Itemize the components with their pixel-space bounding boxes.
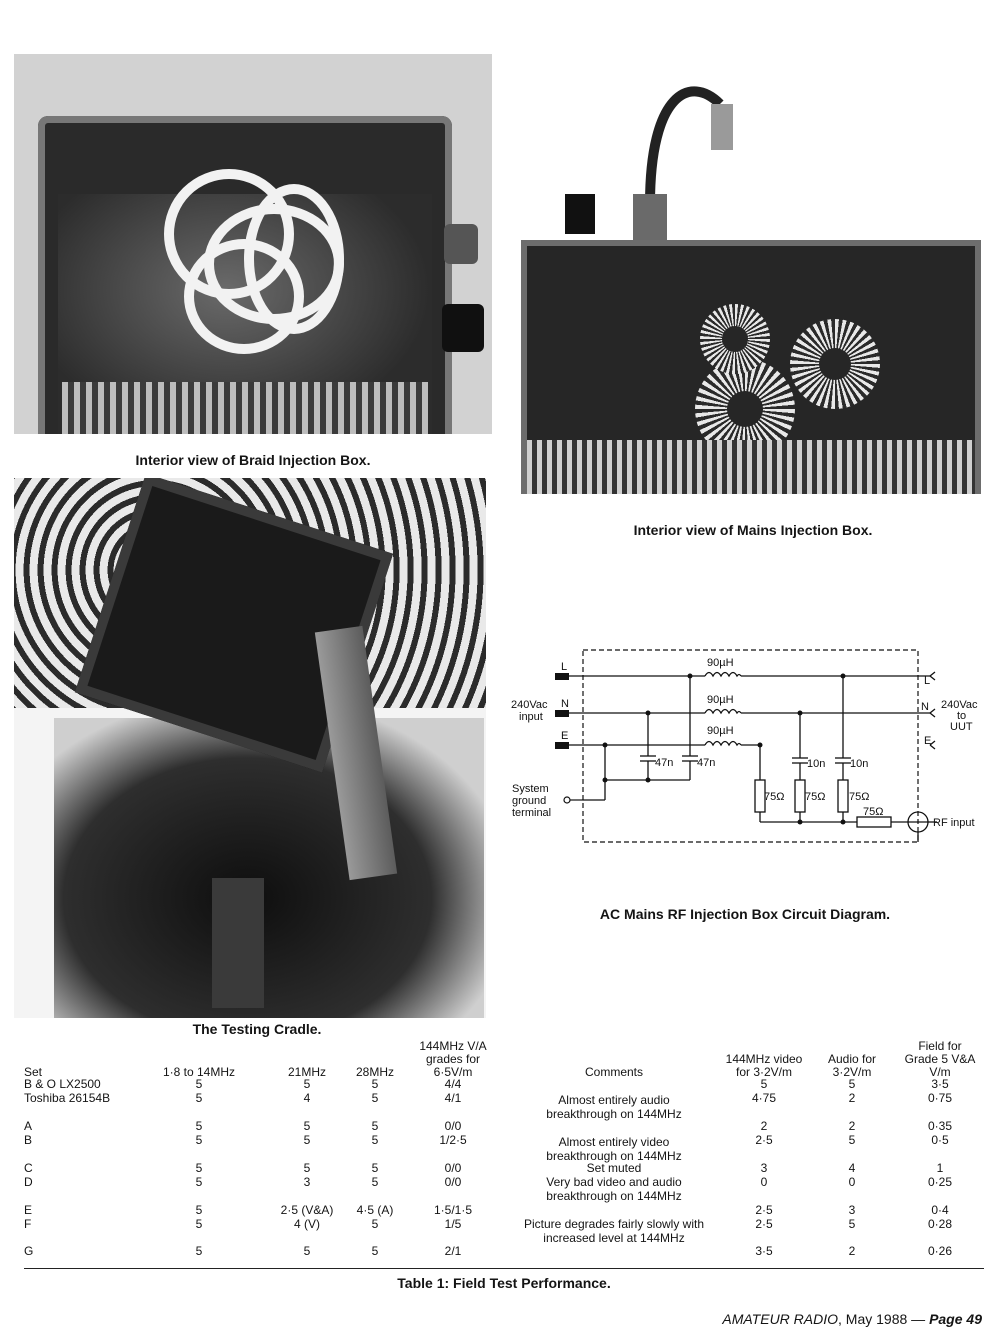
label-inductor-E: 90µH (707, 725, 734, 737)
cell-field: 0·5 (931, 1133, 949, 1147)
cell-band-2: 5 (303, 1077, 311, 1091)
cell-audio: 5 (848, 1217, 856, 1231)
cradle-floor-shadow (54, 718, 484, 1018)
footer-date: , May 1988 — (838, 1311, 930, 1327)
cell-band-1: 5 (195, 1077, 203, 1091)
cell-comment-line2: breakthrough on 144MHz (546, 1189, 682, 1203)
cell-video: 2 (760, 1119, 768, 1133)
cell-video: 2·5 (755, 1217, 773, 1231)
cell-video: 4·75 (751, 1091, 777, 1105)
header-field-line3: V/m (929, 1065, 951, 1079)
cell-band-3: 5 (371, 1077, 379, 1091)
cell-band-2: 5 (303, 1119, 311, 1133)
label-res-75-series: 75Ω (863, 806, 884, 818)
cell-band-2: 5 (303, 1161, 311, 1175)
cell-audio: 2 (848, 1119, 856, 1133)
cell-band-2: 5 (303, 1133, 311, 1147)
cell-band-4: 0/0 (444, 1175, 462, 1189)
cell-band-3: 5 (371, 1119, 379, 1133)
header-band-4-line3: 6·5V/m (433, 1065, 473, 1079)
toroid-core (727, 391, 763, 427)
cell-set: B & O LX2500 (24, 1077, 101, 1091)
cell-band-4: 0/0 (444, 1161, 462, 1175)
toroid-core (722, 326, 748, 352)
cell-set: B (24, 1133, 33, 1147)
cell-band-1: 5 (195, 1119, 203, 1133)
cell-field: 0·4 (931, 1203, 949, 1217)
cell-audio: 5 (848, 1077, 856, 1091)
cradle-base-plank (212, 878, 264, 1008)
header-band-2: 21MHz (287, 1065, 326, 1079)
cell-field: 0·26 (927, 1244, 953, 1258)
cell-comment-line1: Almost entirely audio (558, 1093, 670, 1107)
label-output-line1: 240Vac (941, 699, 978, 711)
cell-set: G (24, 1244, 34, 1258)
cell-band-2: 4 (V) (293, 1217, 320, 1231)
cell-video: 5 (760, 1077, 768, 1091)
cell-comment-line2: breakthrough on 144MHz (546, 1149, 682, 1163)
caption-circuit-diagram: AC Mains RF Injection Box Circuit Diagram. (599, 906, 891, 922)
label-ground-line1: System (512, 783, 549, 795)
header-video-line2: for 3·2V/m (735, 1065, 792, 1079)
cell-band-2: 5 (303, 1244, 311, 1258)
cell-audio: 2 (848, 1091, 856, 1105)
label-rf-input: RF input (933, 817, 975, 829)
terminal-E-in (555, 742, 569, 749)
cell-band-2: 3 (303, 1175, 311, 1189)
label-ground-line2: ground (512, 795, 547, 807)
cell-band-3: 5 (371, 1175, 379, 1189)
label-E-out: E (924, 735, 932, 747)
cell-comment-line2: breakthrough on 144MHz (546, 1107, 682, 1121)
cell-field: 0·28 (927, 1217, 953, 1231)
rf-injection-circuit-diagram (505, 640, 995, 860)
cell-audio: 3 (848, 1203, 856, 1217)
cell-audio: 2 (848, 1244, 856, 1258)
cell-band-4: 0/0 (444, 1119, 462, 1133)
braid-injection-box-photo (14, 54, 492, 434)
cell-band-3: 5 (371, 1161, 379, 1175)
cell-band-4: 4/1 (444, 1091, 462, 1105)
cell-band-2: 2·5 (V&A) (280, 1203, 334, 1217)
braid-box-heatsink-fins (62, 382, 428, 434)
cell-set: E (24, 1203, 33, 1217)
label-input-line2: input (519, 711, 543, 723)
cell-band-3: 4·5 (A) (356, 1203, 394, 1217)
header-audio-line2: 3·2V/m (832, 1065, 872, 1079)
header-field-line1: Field for (918, 1039, 962, 1053)
cell-set: C (24, 1161, 33, 1175)
label-res-75-b: 75Ω (805, 791, 826, 803)
footer-page-number: Page 49 (929, 1311, 982, 1327)
caption-braid-box: Interior view of Braid Injection Box. (135, 452, 371, 468)
cell-field: 1 (936, 1161, 944, 1175)
cell-band-4: 1/2·5 (439, 1133, 467, 1147)
cell-comment-line1: Almost entirely video (558, 1135, 670, 1149)
cell-band-3: 5 (371, 1133, 379, 1147)
label-N: N (561, 698, 569, 710)
cell-band-4: 1·5/1·5 (433, 1203, 473, 1217)
cell-video: 3 (760, 1161, 768, 1175)
footer-magazine: AMATEUR RADIO (722, 1311, 839, 1327)
label-output-line2: to (957, 710, 967, 722)
cell-set: F (24, 1217, 32, 1231)
label-inductor-L: 90µH (707, 657, 734, 669)
cell-field: 3·5 (931, 1077, 949, 1091)
caption-table: Table 1: Field Test Performance. (397, 1275, 611, 1291)
cell-comment-line1: Picture degrades fairly slowly with (523, 1217, 705, 1231)
cell-comment-line2: increased level at 144MHz (543, 1231, 685, 1245)
header-band-3: 28MHz (355, 1065, 394, 1079)
cell-comment-line1: Set muted (586, 1161, 642, 1175)
label-output-line3: UUT (950, 721, 973, 733)
label-input-line1: 240Vac (511, 699, 548, 711)
cell-audio: 0 (848, 1175, 856, 1189)
cell-audio: 4 (848, 1161, 856, 1175)
label-L: L (561, 661, 568, 673)
label-res-75-a: 75Ω (764, 791, 785, 803)
braid-box-knob (442, 304, 484, 352)
cell-band-3: 5 (371, 1244, 379, 1258)
mains-box-heatsink-fins (527, 440, 975, 494)
cell-audio: 5 (848, 1133, 856, 1147)
header-band-4-line1: 144MHz V/A (419, 1039, 487, 1053)
terminal-N-in (555, 710, 569, 717)
page-footer (722, 1311, 982, 1327)
cell-band-1: 5 (195, 1161, 203, 1175)
cell-band-4: 1/5 (444, 1217, 462, 1231)
header-band-1: 1·8 to 14MHz (162, 1065, 236, 1079)
cell-band-1: 5 (195, 1091, 203, 1105)
cell-video: 0 (760, 1175, 768, 1189)
mains-injection-box-photo (515, 54, 985, 494)
terminal-L-in (555, 673, 569, 680)
cell-band-4: 4/4 (444, 1077, 462, 1091)
cell-set: D (24, 1175, 33, 1189)
header-comments: Comments (584, 1065, 643, 1079)
testing-cradle-photo (14, 478, 486, 1018)
cell-field: 0·75 (927, 1091, 953, 1105)
braid-box-connector (444, 224, 478, 264)
mains-box-cable (515, 54, 985, 254)
label-cap-10n-b: 10n (850, 758, 869, 770)
label-res-75-c: 75Ω (849, 791, 870, 803)
braid-coil-loop (244, 184, 344, 334)
cell-band-1: 5 (195, 1244, 203, 1258)
header-field-line2: Grade 5 V&A (904, 1052, 976, 1066)
cell-band-1: 5 (195, 1175, 203, 1189)
cell-band-3: 5 (371, 1217, 379, 1231)
caption-mains-box: Interior view of Mains Injection Box. (633, 522, 873, 538)
cell-band-1: 5 (195, 1203, 203, 1217)
cell-band-1: 5 (195, 1217, 203, 1231)
table-bottom-rule (24, 1268, 984, 1269)
cell-video: 2·5 (755, 1133, 773, 1147)
label-cap-10n-a: 10n (807, 758, 826, 770)
cell-band-3: 5 (371, 1091, 379, 1105)
header-band-4-line2: grades for (425, 1052, 481, 1066)
toroid-core (819, 348, 851, 380)
cell-video: 3·5 (755, 1244, 773, 1258)
cell-field: 0·25 (927, 1175, 953, 1189)
label-cap-47n-a: 47n (655, 757, 674, 769)
label-E: E (561, 730, 569, 742)
label-N-out: N (921, 701, 929, 713)
label-ground-line3: terminal (512, 807, 552, 819)
label-cap-47n-b: 47n (697, 757, 716, 769)
header-video-line1: 144MHz video (725, 1052, 803, 1066)
cell-set: Toshiba 26154B (24, 1091, 111, 1105)
label-L-out: L (924, 675, 931, 687)
cell-field: 0·35 (927, 1119, 953, 1133)
label-inductor-N: 90µH (707, 694, 734, 706)
cell-comment-line1: Very bad video and audio (546, 1175, 682, 1189)
cell-band-2: 4 (303, 1091, 311, 1105)
ground-terminal-symbol (564, 797, 570, 803)
cell-set: A (24, 1119, 33, 1133)
header-set: Set (24, 1065, 43, 1079)
table-header (24, 1036, 984, 1078)
cell-band-4: 2/1 (444, 1244, 462, 1258)
cell-video: 2·5 (755, 1203, 773, 1217)
cell-band-1: 5 (195, 1133, 203, 1147)
caption-testing-cradle: The Testing Cradle. (192, 1021, 322, 1037)
header-audio-line1: Audio for (827, 1052, 877, 1066)
